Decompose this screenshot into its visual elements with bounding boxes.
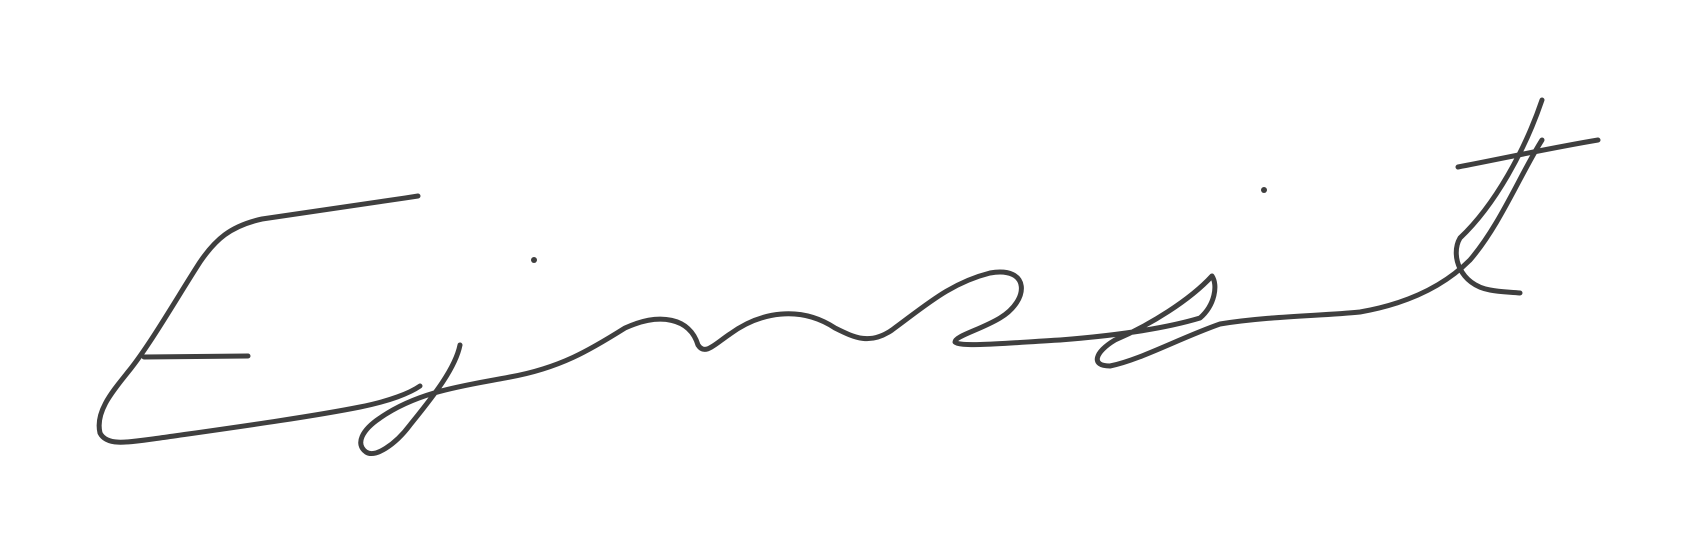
signature-stroke-j-loop (361, 272, 1060, 453)
signature-stroke-e-main (99, 196, 420, 442)
signature-stroke-second-j (1060, 140, 1542, 366)
signature-stroke-e-middle (144, 356, 248, 357)
signature-dot-first (531, 257, 537, 263)
signature-dot-second (1261, 187, 1267, 193)
